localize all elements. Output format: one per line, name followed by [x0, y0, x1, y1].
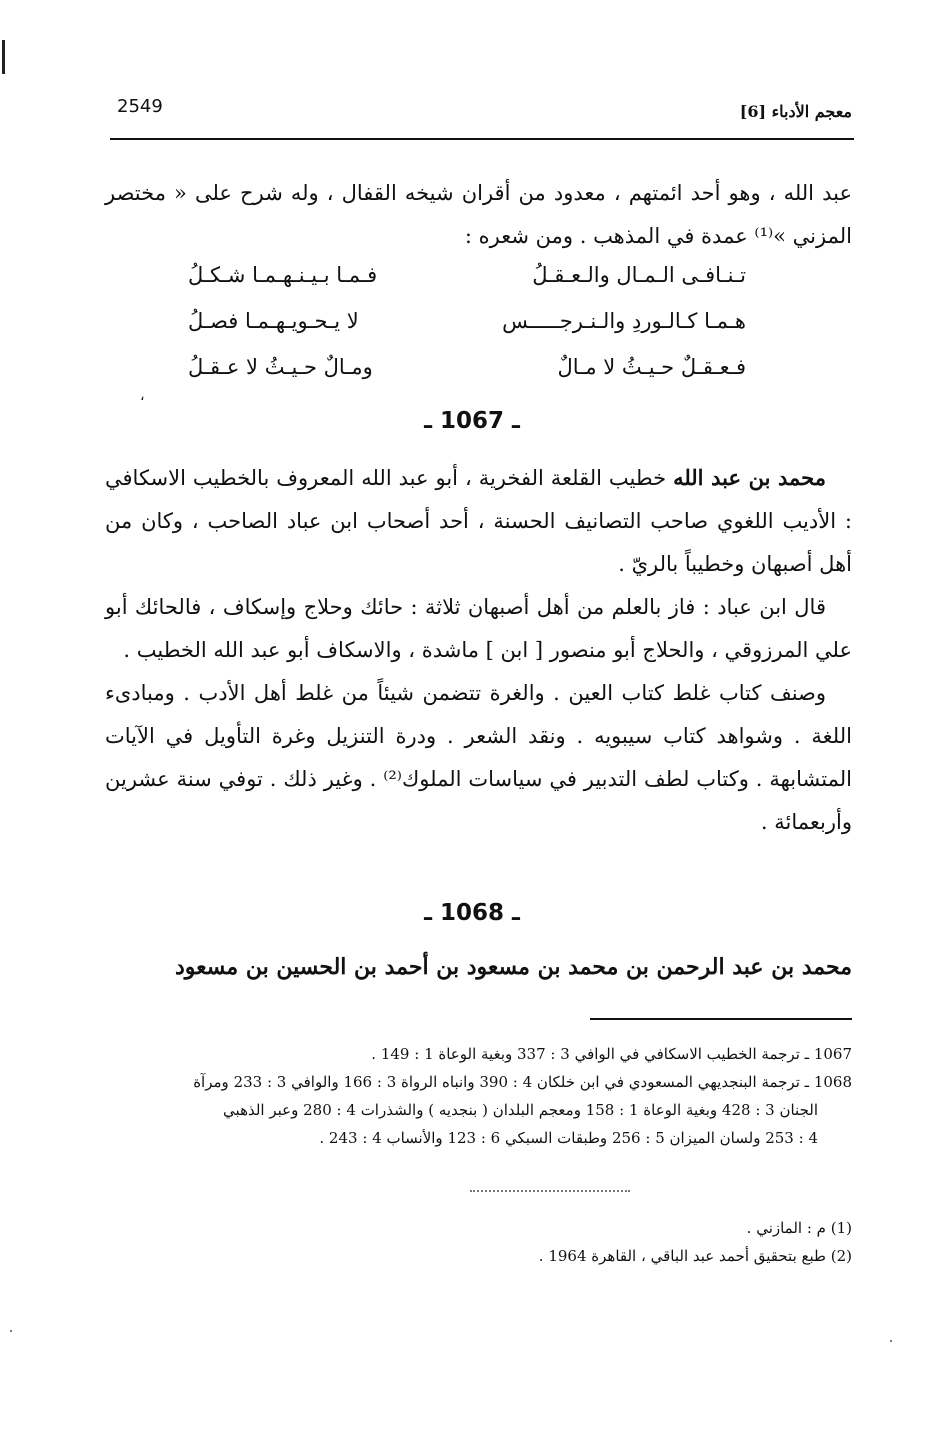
entry-1067-paragraph-2: قال ابن عباد : فاز بالعلم من أهل أصبهان ثلاثة : حائك وحلاج وإسكاف ، فالحائك أبو علي المرزوقي ، والحلاج أبو منصور [ ابن ] ماشدة ، والاسكاف أبو عبد الله الخطيب .: [105, 595, 852, 662]
footnotes: [100, 1040, 852, 1152]
note-1: (1) م : المازني .: [746, 1219, 852, 1237]
entry-1067-description: خطيب القلعة الفخرية ، أبو عبد الله المعروف بالخطيب الاسكافي : الأديب اللغوي صاحب التصانيف الحسنة ، أحد أصحاب ابن عباد الصاحب ، وكان من أهل أصبهان وخطيباً بالريّ .: [105, 466, 852, 576]
running-title: معجم الأدباء [6]: [739, 102, 852, 121]
entry-1067-body: [105, 456, 852, 844]
entry-1067-paragraph-3: وصنف كتاب غلط كتاب العين . والغرة تتضمن شيئاً من غلط أهل الأدب . ومبادىء اللغة . وشواهد كتاب سيبويه . ونقد الشعر . ودرة التنزيل وغرة التأويل في الآيات المتشابهة . وكتاب لطف التدبير في سياسات الملوك⁽²⁾ . وغير ذلك . توفي سنة عشرين وأربعمائة .: [105, 681, 852, 834]
footnote-1067: 1067 ـ ترجمة الخطيب الاسكافي في الوافي 3 : 337 وبغية الوعاة 1 : 149 .: [371, 1045, 852, 1063]
poem-line: [188, 298, 746, 344]
poem-hemistich-right: فـعـقـلٌ حـيـثُ لا مـالٌ: [557, 355, 746, 379]
entry-1068-name: محمد بن عبد الرحمن بن محمد بن مسعود بن أحمد بن الحسين بن مسعود: [174, 954, 852, 980]
footnote-1068-line-2: الجنان 3 : 428 وبغية الوعاة 1 : 158 ومعجم البلدان ( بنجديه ) والشذرات 4 : 280 وعبر الذهبي: [223, 1101, 818, 1119]
intro-paragraph: [105, 172, 852, 258]
dotted-separator: [470, 1190, 630, 1192]
editor-notes: [100, 1214, 852, 1270]
stray-mark: ،: [140, 388, 145, 404]
poem-hemistich-left: فـمـا بـيـنـهـمـا شـكـلُ: [188, 263, 378, 287]
entry-number-1068: ـ 1068 ـ: [424, 900, 520, 926]
entry-1067-paragraph-1: [105, 456, 852, 586]
scan-speck: [10, 1330, 12, 1332]
entry-number-1067: ـ 1067 ـ: [424, 408, 520, 434]
poem-line: [188, 252, 746, 298]
footnote-1068-line-3: 4 : 253 ولسان الميزان 5 : 256 وطبقات السبكي 6 : 123 والأنساب 4 : 243 .: [319, 1129, 818, 1147]
note-2: (2) طبع بتحقيق أحمد عبد الباقي ، القاهرة 1964 .: [538, 1247, 852, 1265]
entry-1067-name: محمد بن عبد الله: [673, 465, 826, 490]
scan-speck: [890, 1340, 892, 1342]
header-rule: [110, 138, 854, 140]
entry-1068-body: [105, 946, 852, 989]
poem-hemistich-right: هـمـا كـالـوردِ والـنـرجـــــس: [502, 309, 746, 333]
footnote-1068-line-1: 1068 ـ ترجمة البنجديهي المسعودي في ابن خلكان 4 : 390 وانباه الرواة 3 : 166 والوافي 3 : 233 ومرآة: [193, 1073, 852, 1091]
poem-hemistich-left: ومـالٌ حـيـثُ لا عـقـلُ: [188, 355, 373, 379]
page-number: 2549: [117, 96, 163, 117]
scan-edge-mark: [2, 40, 5, 74]
poem: [188, 252, 746, 390]
poem-line: [188, 344, 746, 390]
poem-hemistich-right: تـنـافـى الـمـال والـعـقـلُ: [532, 263, 746, 287]
intro-text: عبد الله ، وهو أحد ائمتهم ، معدود من أقران شيخه القفال ، وله شرح على « مختصر المزني »⁽¹⁾ عمدة في المذهب . ومن شعره :: [105, 181, 852, 248]
footnote-rule: [590, 1018, 852, 1020]
poem-hemistich-left: لا يـحـويـهـمـا فصـلُ: [188, 309, 359, 333]
